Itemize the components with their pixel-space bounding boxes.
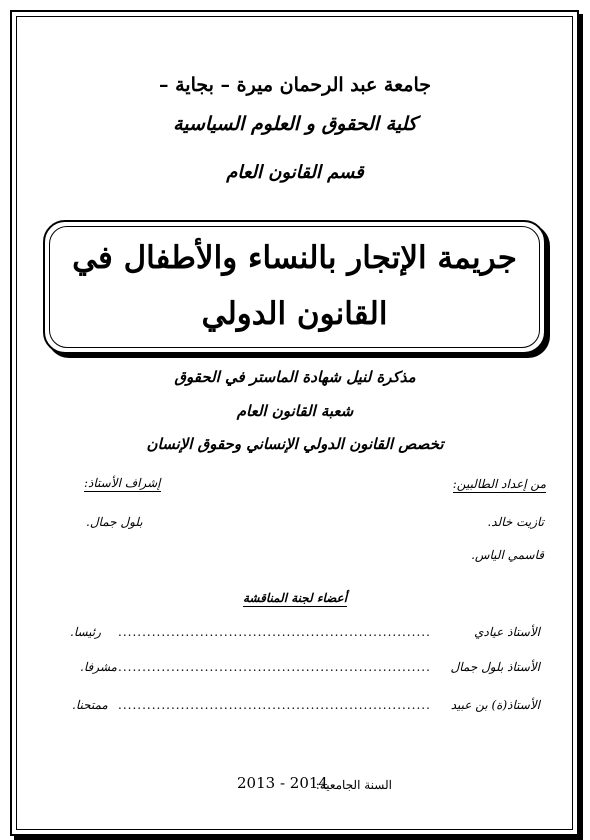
faculty-name: كلية الحقوق و العلوم السياسية xyxy=(173,113,417,135)
committee-member-name-3: الأستاذ(ة) بن عبيد xyxy=(450,698,540,712)
committee-member-role-3: ممتحنا. xyxy=(72,698,108,712)
university-name: جامعة عبد الرحمان ميرة – بجاية – xyxy=(159,74,431,96)
thesis-title-line-2: القانون الدولي xyxy=(201,296,388,332)
thesis-title-line-1: جريمة الإتجار بالنساء والأطفال في xyxy=(72,240,517,276)
committee-member-name-1: الأستاذ عيادي xyxy=(474,625,540,639)
supervision-label: إشراف الأستاذ: xyxy=(84,476,161,490)
page-border-shadow-bottom xyxy=(14,836,583,840)
supervisor-name: بلول جمال. xyxy=(86,515,143,529)
student-name-2: قاسمي الياس. xyxy=(471,548,544,562)
department-name: قسم القانون العام xyxy=(226,162,364,183)
committee-heading: أعضاء لجنة المناقشة xyxy=(242,591,348,605)
title-box xyxy=(43,220,546,354)
student-name-1: تازيت خالد. xyxy=(487,515,544,529)
dot-leader-3: ................................................................. xyxy=(118,698,431,712)
academic-year-label: السنة الجامعية: xyxy=(315,778,392,792)
memo-purpose: مذكرة لنيل شهادة الماستر في الحقوق xyxy=(174,368,416,386)
page-border-shadow-right xyxy=(579,14,583,838)
academic-year-value: 2013 - 2014 xyxy=(237,774,328,792)
committee-member-name-2: الأستاذ بلول جمال xyxy=(450,660,540,674)
memo-branch: شعبة القانون العام xyxy=(236,402,354,420)
prepared-by-label: من إعداد الطالبين: xyxy=(452,477,546,491)
memo-specialty: تخصص القانون الدولي الإنساني وحقوق الإنسان xyxy=(146,435,444,453)
dot-leader-2: ................................................................. xyxy=(118,660,431,674)
committee-member-role-2: مشرفا. xyxy=(80,660,117,674)
committee-member-role-1: رئيسا. xyxy=(70,625,101,639)
dot-leader-1: ................................................................. xyxy=(118,625,431,639)
